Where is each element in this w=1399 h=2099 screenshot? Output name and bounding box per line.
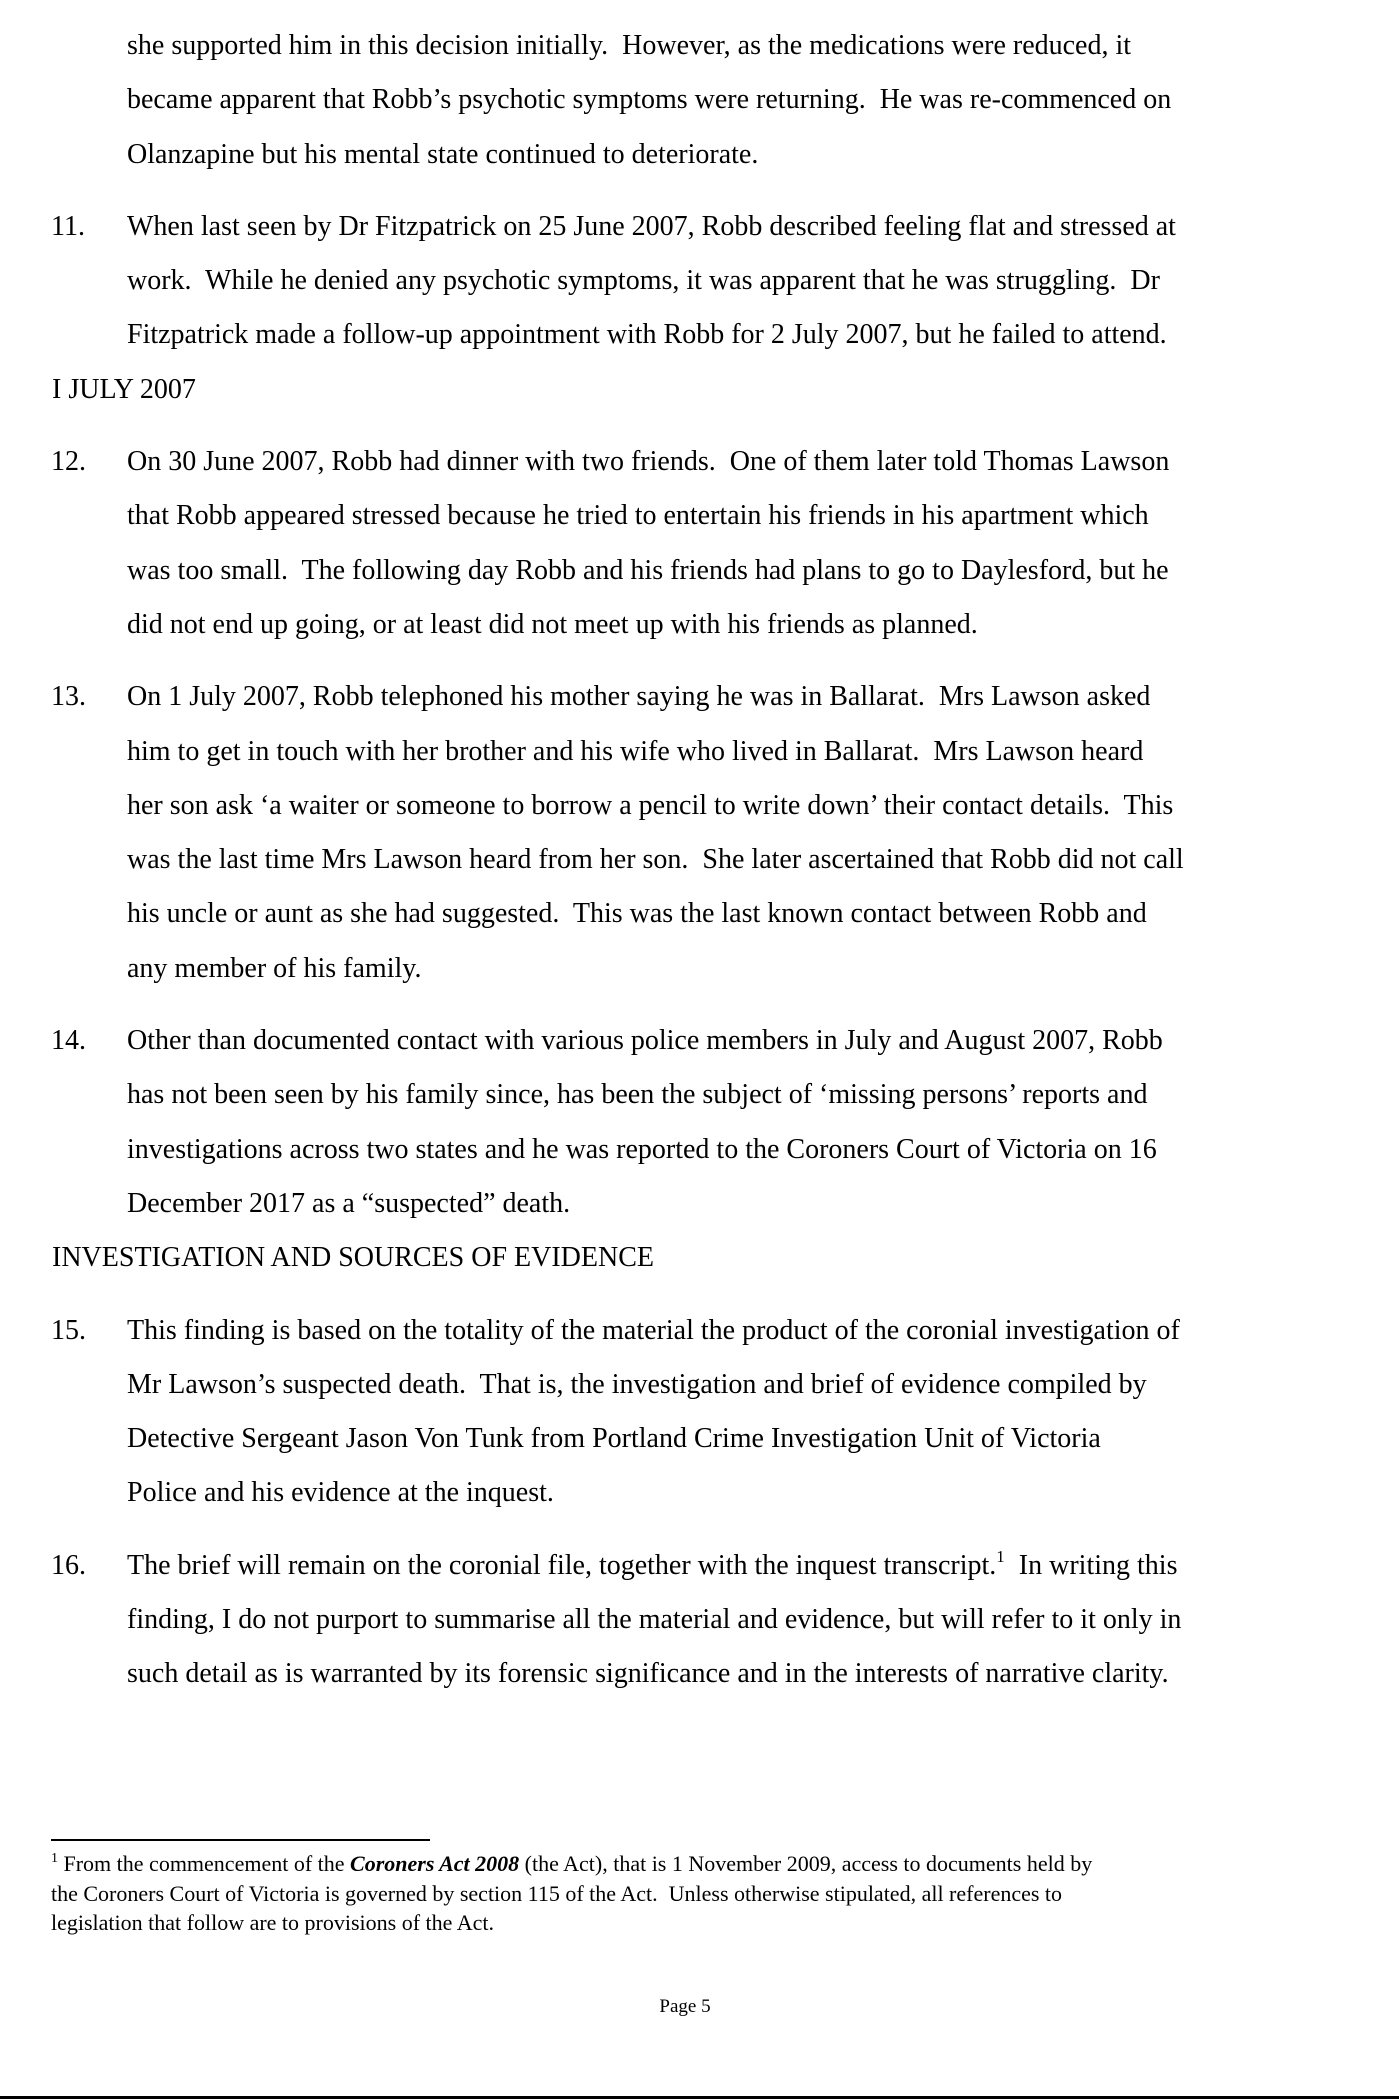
paragraph-13: [0, 670, 1399, 996]
footnote-line: legislation that follow are to provisions of the Act.: [51, 1910, 494, 1935]
paragraph-line: Fitzpatrick made a follow-up appointment with Robb for 2 July 2007, but he failed to attend.: [127, 319, 1167, 351]
paragraph-lines: [127, 1014, 1347, 1231]
paragraph-line: Mr Lawson’s suspected death. That is, the investigation and brief of evidence compiled by: [127, 1368, 1147, 1400]
paragraph-16: [0, 1539, 1399, 1702]
paragraph-line: her son ask ‘a waiter or someone to borrow a pencil to write down’ their contact details. This: [127, 789, 1174, 821]
paragraph-number: 12.: [51, 446, 86, 478]
footnotes-section: [51, 1839, 1351, 1938]
paragraph-line: him to get in touch with her brother and his wife who lived in Ballarat. Mrs Lawson heard: [127, 735, 1144, 767]
paragraph-line: Detective Sergeant Jason Von Tunk from Portland Crime Investigation Unit of Victoria: [127, 1423, 1101, 1455]
footnote-text: (the Act), that is 1 November 2009, access to documents held by: [519, 1851, 1093, 1876]
footnote-1: [51, 1849, 1351, 1938]
paragraph-line: she supported him in this decision initially. However, as the medications were reduced, it: [127, 30, 1132, 61]
paragraph-line: Olanzapine but his mental state continued to deteriorate.: [127, 138, 759, 170]
paragraph-line: became apparent that Robb’s psychotic symptoms were returning. He was re-commenced on: [127, 84, 1172, 116]
footnote-marker: 1: [51, 1851, 58, 1866]
paragraph-number: 11.: [51, 210, 85, 242]
legislation-title: Coroners Act 2008: [350, 1851, 520, 1876]
paragraph-line: [127, 1539, 1347, 1593]
paragraph-lines: [127, 435, 1347, 652]
paragraph-line: has not been seen by his family since, has been the subject of ‘missing persons’ reports and: [127, 1079, 1148, 1111]
footnote-text: From the commencement of the: [58, 1851, 351, 1876]
paragraph-lines: [127, 1304, 1347, 1521]
paragraph-number: 16.: [51, 1549, 86, 1581]
paragraph-lines: [127, 670, 1347, 996]
page-number: Page 5: [659, 1996, 711, 2017]
paragraph-line: On 1 July 2007, Robb telephoned his mother saying he was in Ballarat. Mrs Lawson asked: [127, 681, 1151, 713]
paragraph-line: such detail as is warranted by its forensic significance and in the interests of narrative clarity.: [127, 1658, 1169, 1690]
footnote-reference-link[interactable]: 1: [996, 1546, 1005, 1566]
footnote-line: the Coroners Court of Victoria is governed by section 115 of the Act. Unless otherwise stipulated, all references to: [51, 1880, 1063, 1906]
document-body: [0, 19, 1399, 1720]
paragraph-line: work. While he denied any psychotic symptoms, it was apparent that he was struggling. Dr: [127, 265, 1160, 297]
paragraph-line: On 30 June 2007, Robb had dinner with two friends. One of them later told Thomas Lawson: [127, 446, 1170, 478]
paragraph-11: [0, 200, 1399, 363]
paragraph-line: finding, I do not purport to summarise all the material and evidence, but will refer to it only in: [127, 1604, 1182, 1636]
paragraph-number: 14.: [51, 1025, 86, 1057]
paragraph-15: [0, 1304, 1399, 1521]
footnote-line: [51, 1849, 1351, 1879]
footnote-separator: [51, 1839, 430, 1841]
section-heading-investigation: INVESTIGATION AND SOURCES OF EVIDENCE: [52, 1242, 654, 1274]
paragraph-lines: [127, 1539, 1347, 1702]
paragraph-line: Other than documented contact with various police members in July and August 2007, Robb: [127, 1025, 1163, 1057]
paragraph-lines: [127, 200, 1347, 363]
paragraph-10-continuation: [0, 19, 1399, 182]
paragraph-lines: [127, 19, 1347, 182]
paragraph-line: Police and his evidence at the inquest.: [127, 1477, 554, 1509]
paragraph-line: any member of his family.: [127, 952, 422, 984]
paragraph-14: [0, 1014, 1399, 1231]
paragraph-number: 13.: [51, 681, 86, 713]
paragraph-line: December 2017 as a “suspected” death.: [127, 1187, 571, 1219]
paragraph-line: did not end up going, or at least did not meet up with his friends as planned.: [127, 608, 978, 640]
section-heading-july-2007: I JULY 2007: [52, 373, 196, 405]
paragraph-12: [0, 435, 1399, 652]
paragraph-line: When last seen by Dr Fitzpatrick on 25 June 2007, Robb described feeling flat and stressed at: [127, 210, 1176, 242]
paragraph-line: that Robb appeared stressed because he tried to entertain his friends in his apartment which: [127, 500, 1149, 532]
paragraph-text: In writing this: [1004, 1549, 1178, 1581]
paragraph-line: This finding is based on the totality of the material the product of the coronial investigation of: [127, 1314, 1180, 1346]
paragraph-line: was the last time Mrs Lawson heard from her son. She later ascertained that Robb did not call: [127, 844, 1184, 876]
paragraph-line: investigations across two states and he was reported to the Coroners Court of Victoria on 16: [127, 1133, 1157, 1165]
paragraph-text: The brief will remain on the coronial file, together with the inquest transcript.: [127, 1549, 997, 1581]
paragraph-line: his uncle or aunt as she had suggested. This was the last known contact between Robb and: [127, 898, 1147, 930]
paragraph-line: was too small. The following day Robb and his friends had plans to go to Daylesford, but he: [127, 554, 1169, 586]
paragraph-number: 15.: [51, 1314, 86, 1346]
